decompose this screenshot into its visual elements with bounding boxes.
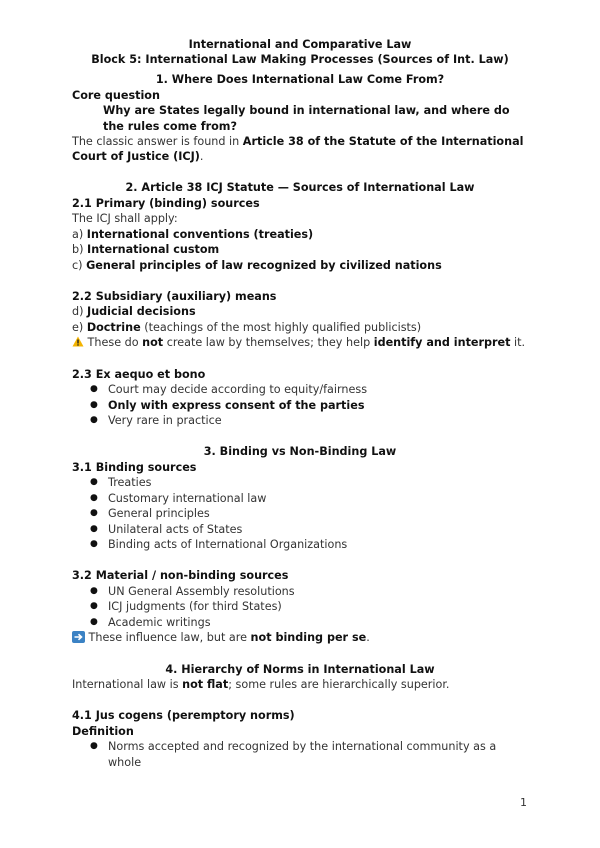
binding-item: Customary international law: [108, 492, 267, 505]
jus-cogens-heading: 4.1 Jus cogens (peremptory norms): [72, 709, 295, 722]
bullet-icon: ●: [90, 524, 98, 534]
answer-bold-2: Court of Justice (ICJ): [72, 150, 200, 163]
source-d: [72, 304, 196, 319]
binding-item: Binding acts of International Organizations: [108, 538, 348, 551]
core-question-label: Core question: [72, 89, 160, 102]
source-b-letter: b): [72, 243, 88, 256]
core-question-line-2: the rules come from?: [103, 120, 237, 133]
bullet-icon: ●: [90, 477, 98, 487]
influence-note: [72, 630, 370, 645]
warning-end: it.: [510, 336, 526, 349]
hierarchy-intro: [72, 677, 450, 692]
bullet-icon: ●: [90, 586, 98, 596]
ex-aequo-item-3: Very rare in practice: [108, 414, 222, 427]
non-binding-item: Academic writings: [108, 616, 211, 629]
warning-note: [72, 335, 525, 350]
definition-line-1: Norms accepted and recognized by the international community as a: [108, 740, 497, 753]
bullet-icon: ●: [90, 539, 98, 549]
bullet-icon: ●: [90, 493, 98, 503]
definition-label: Definition: [72, 725, 134, 738]
section-3-heading: 3. Binding vs Non-Binding Law: [203, 445, 397, 458]
ex-aequo-item-2: Only with express consent of the parties: [108, 399, 365, 412]
source-a: [72, 227, 313, 242]
answer-bold: Article 38 of the Statute of the International: [242, 135, 524, 148]
source-e: [72, 320, 421, 335]
bullet-icon: ●: [90, 617, 98, 627]
warning-text-2: create law by themselves; they help: [163, 336, 374, 349]
intro-text: International law is: [72, 678, 183, 691]
right-arrow-icon: [72, 631, 85, 643]
non-binding-item: UN General Assembly resolutions: [108, 585, 295, 598]
ex-aequo-item-1: Court may decide according to equity/fairness: [108, 383, 368, 396]
source-c: [72, 258, 442, 273]
warning-not: not: [142, 336, 164, 349]
icj-apply-text: The ICJ shall apply:: [72, 212, 178, 225]
source-a-text: International conventions (treaties): [86, 228, 314, 241]
answer-end: .: [199, 150, 204, 163]
binding-sources-heading: 3.1 Binding sources: [72, 461, 197, 474]
intro-bold: not flat: [182, 678, 229, 691]
bullet-icon: ●: [90, 415, 98, 425]
source-c-text: General principles of law recognized by civilized nations: [86, 259, 442, 272]
primary-sources-heading: 2.1 Primary (binding) sources: [72, 197, 260, 210]
section-4-heading: 4. Hierarchy of Norms in International Law: [165, 663, 435, 676]
ex-aequo-heading: 2.3 Ex aequo et bono: [72, 368, 206, 381]
core-question-line-1: Why are States legally bound in international law, and where do: [103, 104, 510, 117]
source-e-letter: e): [72, 321, 87, 334]
source-e-text: Doctrine: [86, 321, 141, 334]
non-binding-item: ICJ judgments (for third States): [108, 600, 282, 613]
subsidiary-heading: 2.2 Subsidiary (auxiliary) means: [72, 290, 277, 303]
answer-line-1: [72, 134, 523, 149]
section-2-heading: 2. Article 38 ICJ Statute — Sources of International Law: [125, 181, 475, 194]
influence-bold: not binding per se: [250, 631, 367, 644]
warning-icon: [72, 336, 84, 347]
source-b-text: International custom: [87, 243, 220, 256]
warning-text-1: These do: [84, 336, 143, 349]
intro-end: ; some rules are hierarchically superior.: [228, 678, 450, 691]
document-title: International and Comparative Law: [188, 38, 412, 51]
source-b: [72, 242, 219, 257]
answer-line-2: [72, 149, 203, 164]
influence-text: These influence law, but are: [85, 631, 251, 644]
binding-item: General principles: [108, 507, 210, 520]
bullet-icon: ●: [90, 400, 98, 410]
page-number: 1: [520, 796, 527, 809]
bullet-icon: ●: [90, 741, 98, 751]
source-e-rest: (teachings of the most highly qualified publicists): [140, 321, 422, 334]
influence-end: .: [366, 631, 370, 644]
source-d-text: Judicial decisions: [87, 305, 196, 318]
definition-line-2: whole: [108, 756, 142, 769]
bullet-icon: ●: [90, 384, 98, 394]
answer-text: The classic answer is found in: [72, 135, 243, 148]
source-a-letter: a): [72, 228, 87, 241]
document-subtitle: Block 5: International Law Making Processes (Sources of Int. Law): [91, 53, 509, 66]
bullet-icon: ●: [90, 508, 98, 518]
non-binding-heading: 3.2 Material / non-binding sources: [72, 569, 289, 582]
source-d-letter: d): [72, 305, 88, 318]
warning-bold: identify and interpret: [373, 336, 511, 349]
section-1-heading: 1. Where Does International Law Come From?: [155, 73, 445, 86]
binding-item: Treaties: [108, 476, 152, 489]
binding-item: Unilateral acts of States: [108, 523, 243, 536]
bullet-icon: ●: [90, 601, 98, 611]
source-c-letter: c): [72, 259, 87, 272]
